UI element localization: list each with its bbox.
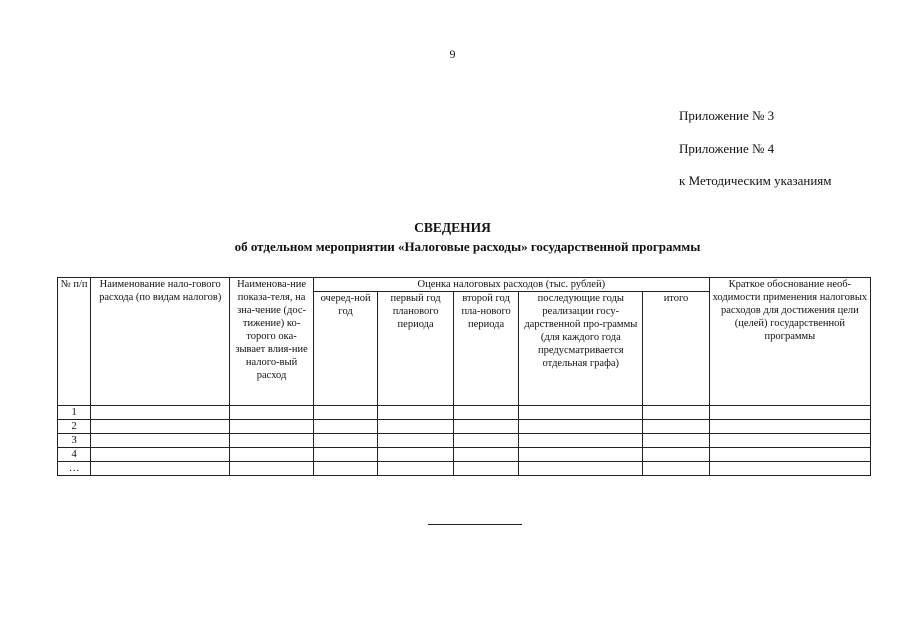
table-body — [58, 406, 871, 476]
bottom-rule — [428, 524, 522, 525]
table-row — [58, 448, 871, 462]
table-cell — [643, 420, 710, 434]
table-cell — [378, 406, 454, 420]
table-cell — [91, 462, 230, 476]
row-number: 3 — [58, 434, 91, 448]
row-number: … — [58, 462, 91, 476]
table-cell — [230, 448, 314, 462]
table-cell — [643, 448, 710, 462]
table-cell — [709, 420, 870, 434]
table-cell — [709, 434, 870, 448]
table-cell — [378, 434, 454, 448]
table-cell — [643, 406, 710, 420]
table-cell — [519, 448, 643, 462]
header-num: № п/п — [58, 278, 91, 406]
table-cell — [519, 420, 643, 434]
header-expense-name: Наименование нало-гового расхода (по видам налогов) — [91, 278, 230, 406]
table-cell — [519, 434, 643, 448]
header-first-plan-year: первый год планового периода — [378, 292, 454, 406]
header-indicator-name: Наименова-ние показа-теля, на зна-чение (дос-тижение) ко-торого ока-зывает влия-ние налого-вый расход — [230, 278, 314, 406]
table-cell — [313, 434, 377, 448]
table-row — [58, 462, 871, 476]
table-cell — [453, 448, 518, 462]
table-cell — [378, 462, 454, 476]
table-cell — [313, 462, 377, 476]
table-cell — [91, 434, 230, 448]
annex-line-1: Приложение № 3 — [679, 108, 775, 123]
table-cell — [91, 448, 230, 462]
table-cell — [91, 420, 230, 434]
header-following-years: последующие годы реализации госу-дарственной про-граммы (для каждого года предусматривается отдельная графа) — [519, 292, 643, 406]
table-cell — [453, 462, 518, 476]
table-row — [58, 434, 871, 448]
header-justification: Краткое обоснование необ-ходимости применения налоговых расходов для достижения цели (целей) государственной программы — [709, 278, 870, 406]
table-cell — [519, 462, 643, 476]
table-cell — [230, 406, 314, 420]
table-cell — [643, 434, 710, 448]
table-cell — [313, 406, 377, 420]
page-number: 9 — [449, 47, 456, 61]
row-number: 4 — [58, 448, 91, 462]
document-subtitle: об отдельном мероприятии «Налоговые расходы» государственной программы — [234, 239, 701, 254]
header-current-year: очеред-ной год — [313, 292, 377, 406]
table-cell — [453, 420, 518, 434]
table-cell — [230, 420, 314, 434]
header-second-plan-year: второй год пла-нового периода — [453, 292, 518, 406]
table-row — [58, 406, 871, 420]
table-cell — [378, 420, 454, 434]
table-cell — [453, 434, 518, 448]
table-cell — [230, 462, 314, 476]
header-estimate-group: Оценка налоговых расходов (тыс. рублей) — [313, 278, 709, 292]
table-cell — [709, 406, 870, 420]
table-cell — [709, 448, 870, 462]
annex-line-3: к Методическим указаниям — [679, 173, 832, 188]
table-row — [58, 420, 871, 434]
row-number: 2 — [58, 420, 91, 434]
table-cell — [643, 462, 710, 476]
tax-expenditure-table — [57, 277, 871, 476]
table-cell — [313, 448, 377, 462]
header-total: итого — [643, 292, 710, 406]
table-cell — [453, 406, 518, 420]
table-cell — [378, 448, 454, 462]
table-cell — [519, 406, 643, 420]
table-cell — [709, 462, 870, 476]
document-title: СВЕДЕНИЯ — [414, 220, 491, 235]
table-cell — [313, 420, 377, 434]
row-number: 1 — [58, 406, 91, 420]
table-cell — [91, 406, 230, 420]
table-cell — [230, 434, 314, 448]
annex-line-2: Приложение № 4 — [679, 141, 775, 156]
